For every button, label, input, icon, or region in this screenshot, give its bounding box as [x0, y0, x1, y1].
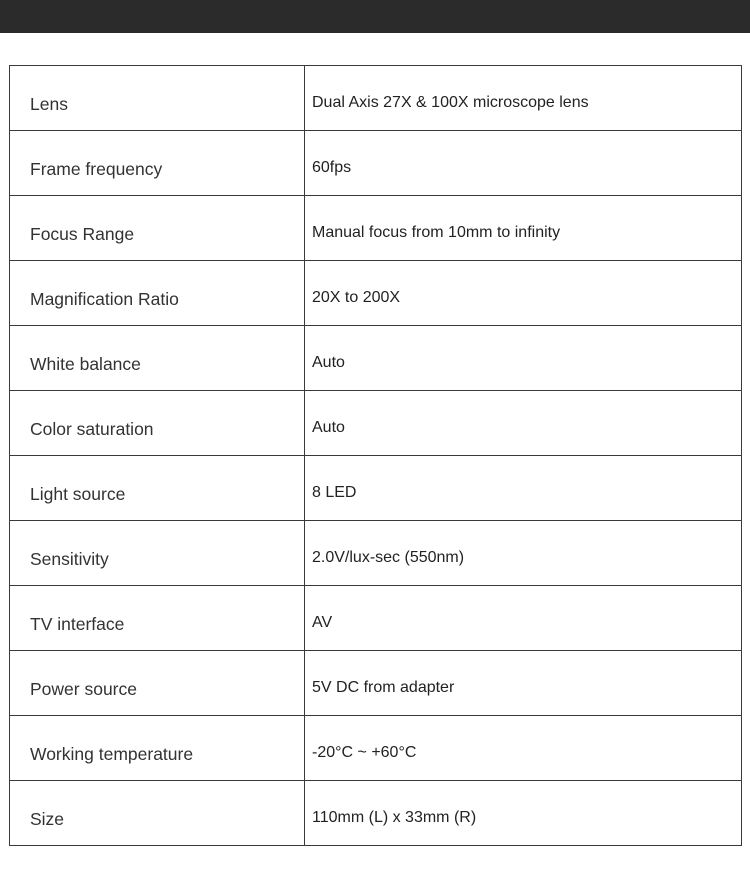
- spec-label: Lens: [10, 66, 305, 131]
- spec-label: Magnification Ratio: [10, 261, 305, 326]
- spec-value: 60fps: [305, 131, 742, 196]
- spec-value: AV: [305, 586, 742, 651]
- table-row: [10, 456, 742, 521]
- spec-label: Size: [10, 781, 305, 846]
- table-row: [10, 391, 742, 456]
- table-row: [10, 261, 742, 326]
- spec-label: TV interface: [10, 586, 305, 651]
- table-row: [10, 196, 742, 261]
- spec-value: 8 LED: [305, 456, 742, 521]
- spec-label: Color saturation: [10, 391, 305, 456]
- table-row: [10, 66, 742, 131]
- spec-value: 5V DC from adapter: [305, 651, 742, 716]
- table-row: [10, 131, 742, 196]
- spec-table: [9, 65, 742, 846]
- spec-value: 20X to 200X: [305, 261, 742, 326]
- spec-value: Manual focus from 10mm to infinity: [305, 196, 742, 261]
- table-row: [10, 651, 742, 716]
- spec-value: 2.0V/lux-sec (550nm): [305, 521, 742, 586]
- spec-value: -20°C ~ +60°C: [305, 716, 742, 781]
- spec-label: Sensitivity: [10, 521, 305, 586]
- spec-label: Frame frequency: [10, 131, 305, 196]
- top-header-bar: [0, 0, 750, 33]
- table-row: [10, 521, 742, 586]
- spec-value: 110mm (L) x 33mm (R): [305, 781, 742, 846]
- table-row: [10, 716, 742, 781]
- table-row: [10, 781, 742, 846]
- spec-label: Power source: [10, 651, 305, 716]
- table-row: [10, 326, 742, 391]
- spec-label: Light source: [10, 456, 305, 521]
- spec-value: Dual Axis 27X & 100X microscope lens: [305, 66, 742, 131]
- spec-label: Working temperature: [10, 716, 305, 781]
- spec-value: Auto: [305, 326, 742, 391]
- spec-value: Auto: [305, 391, 742, 456]
- table-row: [10, 586, 742, 651]
- spec-label: White balance: [10, 326, 305, 391]
- spec-label: Focus Range: [10, 196, 305, 261]
